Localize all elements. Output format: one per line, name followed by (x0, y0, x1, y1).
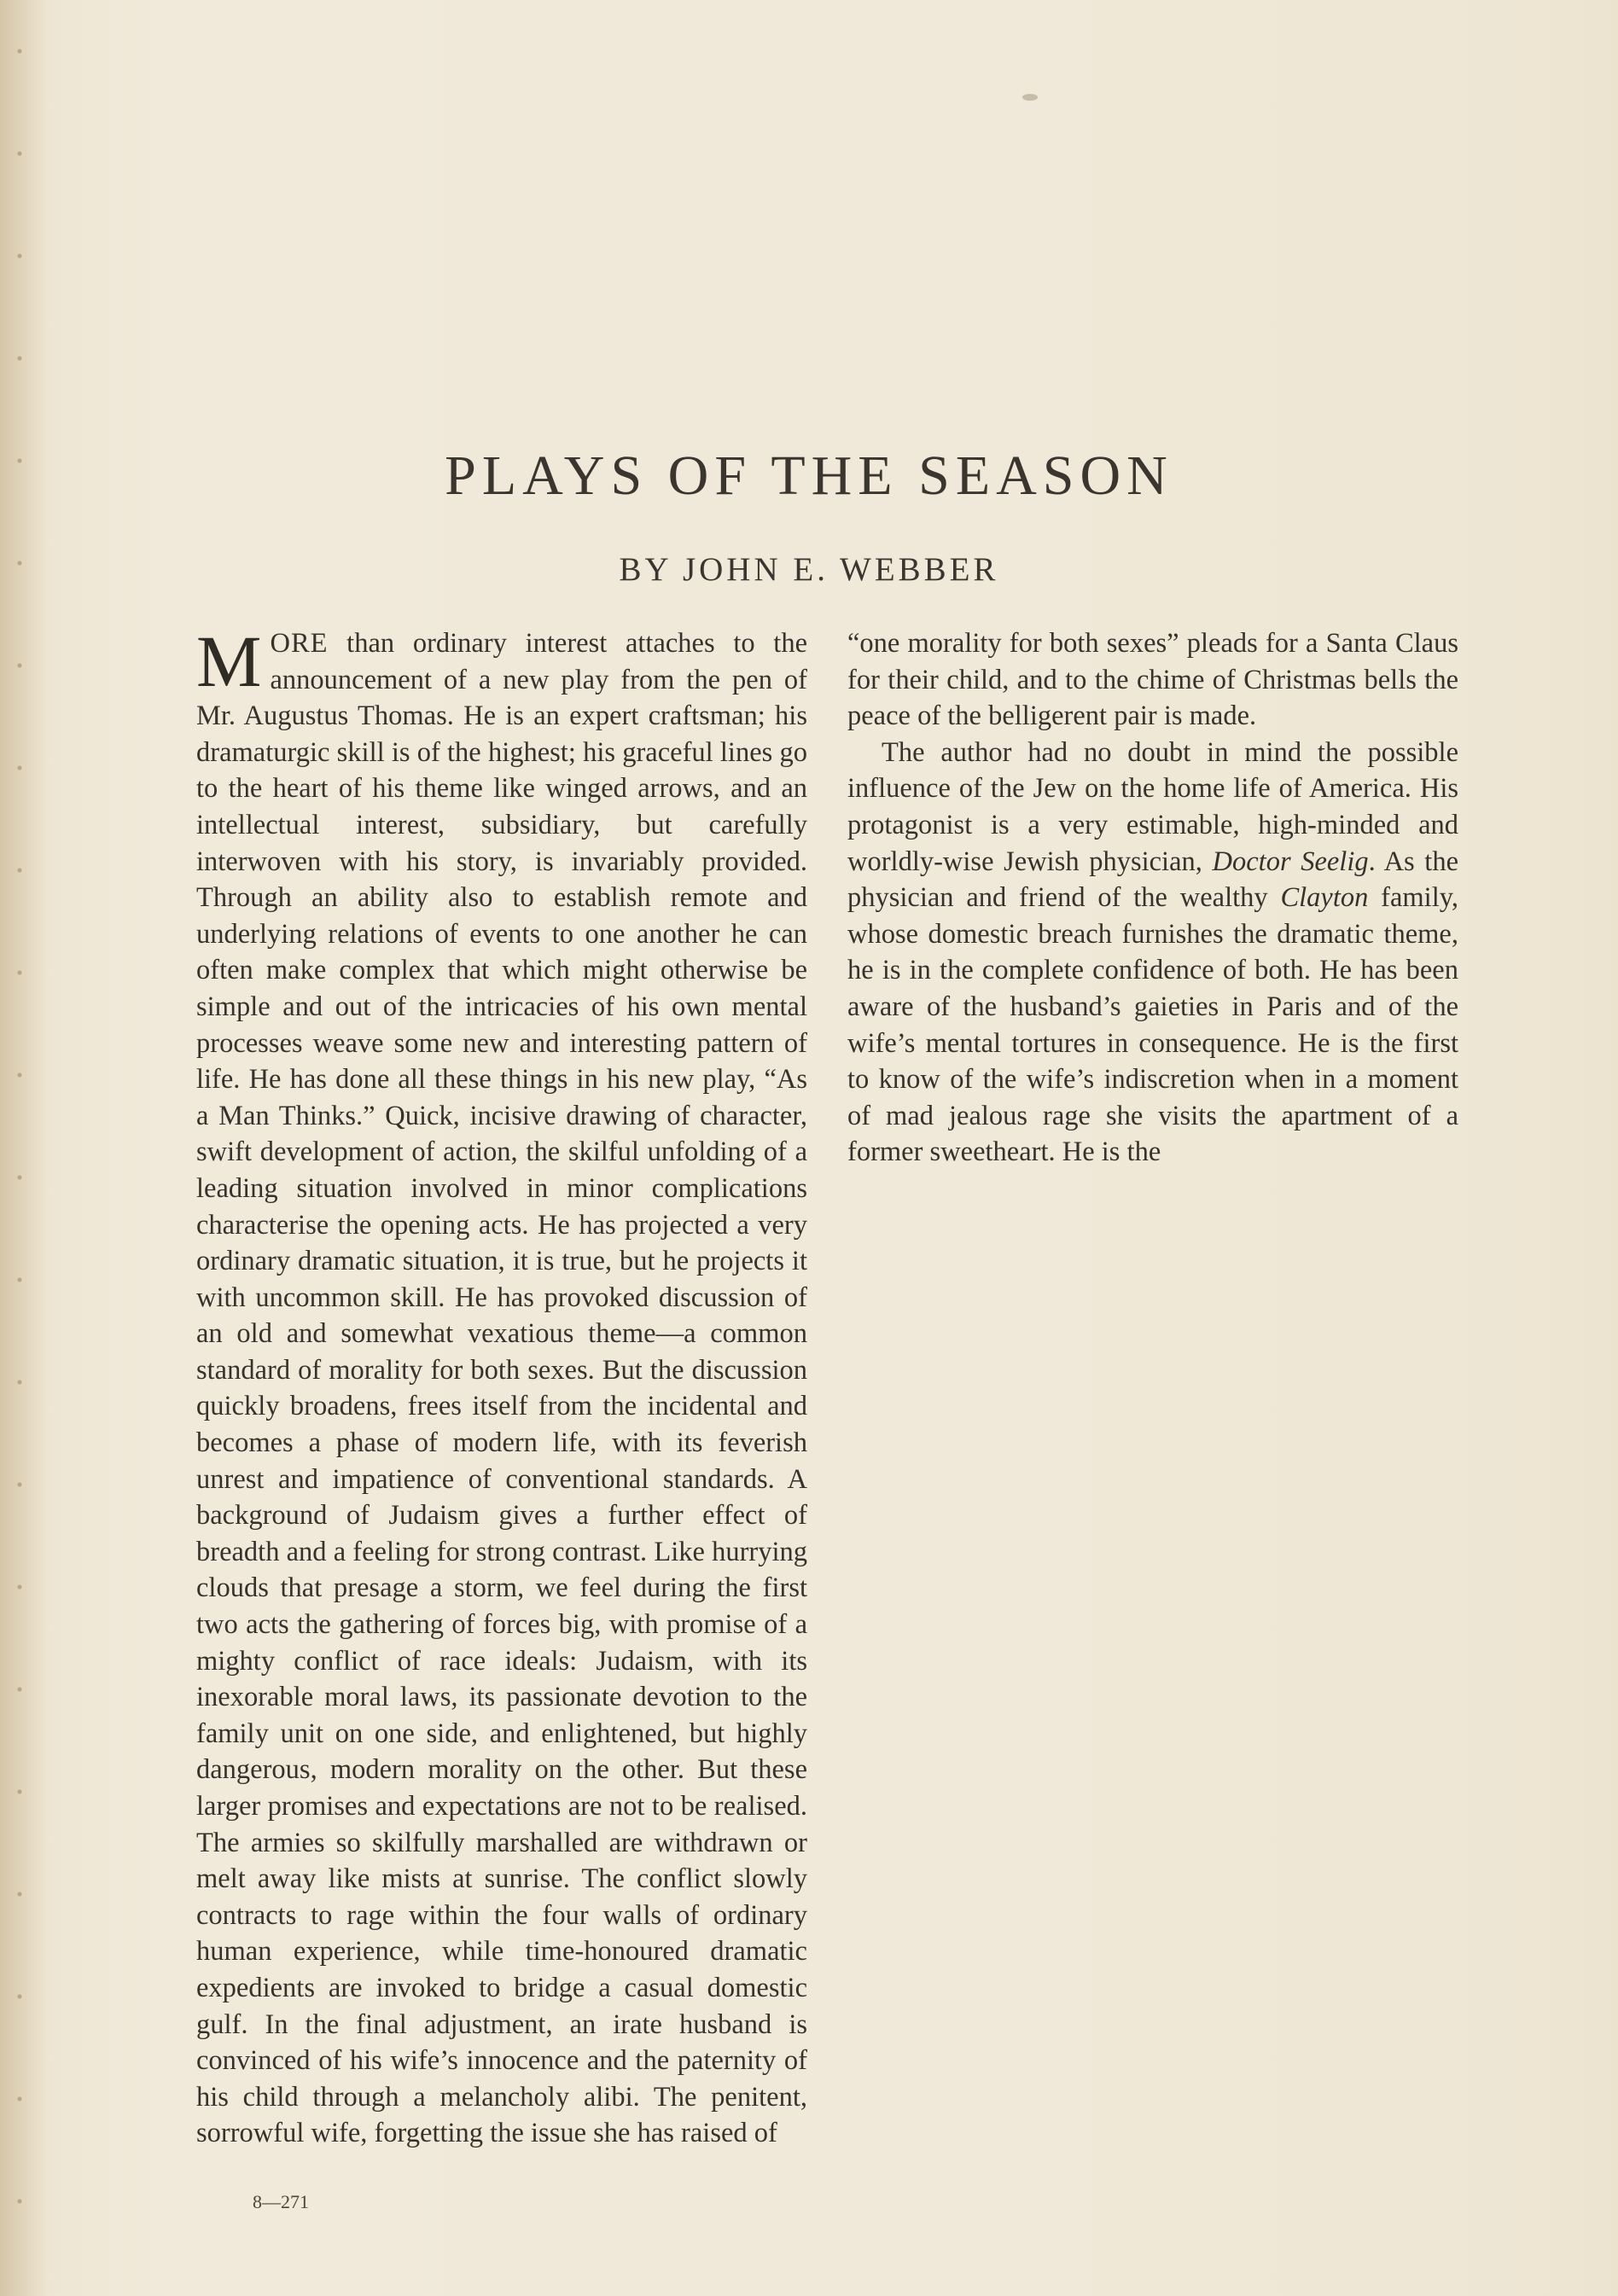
paragraph-2-text-b: . As the physician and friend of the wealthy (847, 846, 1459, 914)
article-title: PLAYS OF THE SEASON (445, 445, 1173, 507)
family-name-clayton: Clayton (1280, 882, 1369, 914)
paragraph-2-text-a: The author had no doubt in mind the possible influence of the Jew on the home life of America. His protagonist is a very estimable, high-minded and worldly-wise Jewish physician, (847, 736, 1458, 877)
paragraph-1 (196, 620, 807, 2152)
ink-spot (1022, 94, 1038, 101)
binding-marks (7, 0, 32, 2296)
paragraph-2 (847, 735, 1458, 1171)
character-name-seelig: Doctor Seelig (1212, 846, 1369, 877)
text-column-right (847, 625, 1458, 2170)
paragraph-1-text: than ordinary interest attaches to the announcement of a new play from the pen of Mr. Augustus Thomas. He is an expert craftsman; his dramaturgic skill is of the highest; his graceful lines go to the heart of his theme like winged arrows, and an intellectual interest, subsidiary, but carefully interwoven with his story, is invariably provided. Through an ability also to establish remote and underlying relations of events to one another he can often make complex that which might otherwise be simple and out of the intricacies of his own mental processes weave some new and interesting pattern of life. He has done all these things in his new play, “As a Man Thinks.” Quick, incisive drawing of character, swift development of action, the skilful unfolding of a leading situation involved in minor complications characterise the opening acts. He has projected a very ordinary dramatic situation, it is true, but he projects it with uncommon skill. He has provoked discussion of an old and somewhat vexatious theme—a common standard of morality for both sexes. But the discussion quickly broadens, frees itself from the incidental and becomes a phase of modern life, with its feverish unrest and impatience of conventional standards. A background of Judaism gives a further effect of breadth and a feeling for strong contrast. Like hurrying clouds that presage a storm, we feel during the first two acts the gathering of forces big, with promise of a mighty conflict of race ideals: Judaism, with its inexorable moral laws, its passionate devotion to the family unit on one side, and enlightened, but highly dangerous, modern morality on the other. But these larger promises and expectations are not to be realised. The armies so skilfully marshalled are withdrawn or melt away like mists at sunrise. The conflict slowly contracts to rage within the four walls of ordinary human experience, while time-honoured dramatic expedients are invoked to bridge a casual domestic gulf. In the final adjustment, an irate husband is convinced of his wife’s innocence and the paternity of his child through a melancholy alibi. The penitent, sorrowful wife, forgetting the issue she has raised of (196, 628, 807, 2149)
drop-cap: M (196, 620, 262, 702)
text-column-left (196, 620, 807, 2170)
opening-smallcaps: ORE (270, 628, 329, 659)
page-folio: 8—271 (253, 2191, 309, 2212)
paragraph-1-continued: “one morality for both sexes” pleads for a Santa Claus for their child, and to the chime of Christmas bells the peace of the belligerent pair is made. (847, 628, 1458, 732)
paragraph-2-text-c: family, whose domestic breach furnishes the dramatic theme, he is in the complete confidence of both. He has been aware of the husband’s gaieties in Paris and of the wife’s mental tortures in consequence. He is the first to know of the wife’s indiscretion when in a moment of mad jealous rage she visits the apartment of a former sweetheart. He is the (847, 882, 1458, 1168)
article-byline: BY JOHN E. WEBBER (619, 551, 999, 588)
